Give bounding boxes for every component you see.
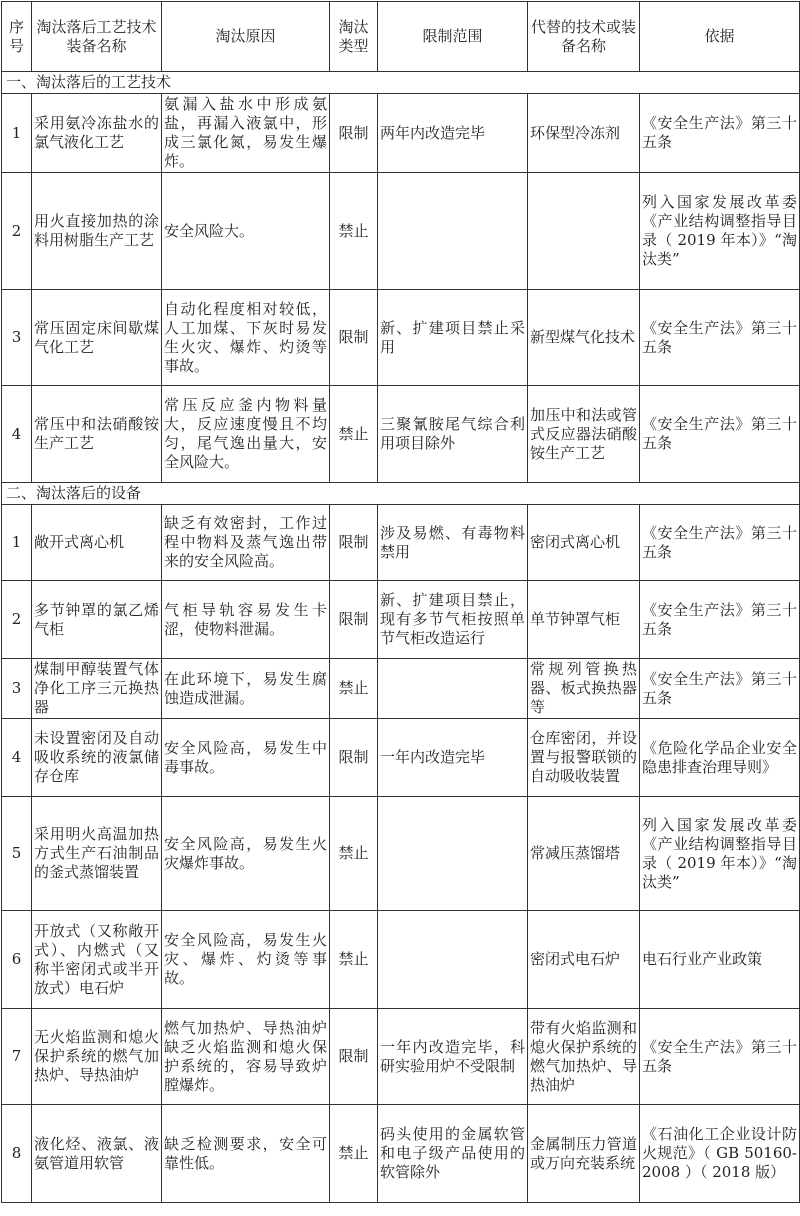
cell-scope: 两年内改造完毕	[378, 94, 528, 173]
cell-reason: 常压反应釜内物料量大，反应速度慢且不均匀，尾气逸出量大，安全风险大。	[162, 386, 330, 483]
cell-basis: 列入国家发展改革委《产业结构调整指导目录（ 2019 年本）》“淘汰类”	[640, 797, 800, 911]
cell-no: 8	[2, 1105, 32, 1203]
cell-reason: 安全风险高，易发生中毒事故。	[162, 719, 330, 797]
cell-type: 限制	[330, 1009, 378, 1105]
cell-scope: 码头使用的金属软管和电子级产品使用的软管除外	[378, 1105, 528, 1203]
cell-name: 开放式（又称敞开式）、内燃式（又称半密闭式或半开放式）电石炉	[32, 911, 162, 1009]
cell-alt: 常规列管换热器、板式换热器等	[528, 659, 640, 719]
cell-name: 常压中和法硝酸铵生产工艺	[32, 386, 162, 483]
cell-basis: 《危险化学品企业安全隐患排查治理导则》	[640, 719, 800, 797]
section-row	[2, 483, 800, 505]
cell-no: 6	[2, 911, 32, 1009]
cell-scope: 新、扩建项目禁止采用	[378, 290, 528, 386]
cell-basis: 列入国家发展改革委《产业结构调整指导目录（ 2019 年本）》“淘汰类”	[640, 173, 800, 290]
cell-basis: 《安全生产法》第三十五条	[640, 581, 800, 659]
cell-basis: 《安全生产法》第三十五条	[640, 386, 800, 483]
cell-reason: 气柜导轨容易发生卡涩，使物料泄漏。	[162, 581, 330, 659]
cell-name: 未设置密闭及自动吸收系统的液氯储存仓库	[32, 719, 162, 797]
cell-alt: 仓库密闭，并设置与报警联锁的自动吸收装置	[528, 719, 640, 797]
table-row	[2, 719, 800, 797]
cell-alt: 加压中和法或管式反应器法硝酸铵生产工艺	[528, 386, 640, 483]
cell-basis: 电石行业产业政策	[640, 911, 800, 1009]
cell-type: 禁止	[330, 797, 378, 911]
cell-reason: 燃气加热炉、导热油炉缺乏火焰监测和熄火保护系统的，容易导致炉膛爆炸。	[162, 1009, 330, 1105]
cell-type: 禁止	[330, 1105, 378, 1203]
cell-basis: 《石油化工企业设计防火规范》（ GB 50160-2008 ）（ 2018 版）	[640, 1105, 800, 1203]
header-basis: 依据	[640, 2, 800, 72]
cell-name: 无火焰监测和熄火保护系统的燃气加热炉、导热油炉	[32, 1009, 162, 1105]
cell-reason: 缺乏有效密封，工作过程中物料及蒸气逸出带来的安全风险高。	[162, 505, 330, 581]
elimination-table	[1, 1, 800, 1203]
cell-name: 液化烃、液氯、液氨管道用软管	[32, 1105, 162, 1203]
table-row	[2, 94, 800, 173]
cell-alt: 新型煤气化技术	[528, 290, 640, 386]
cell-name: 采用氨冷冻盐水的氯气液化工艺	[32, 94, 162, 173]
cell-alt: 环保型冷冻剂	[528, 94, 640, 173]
cell-scope: 涉及易燃、有毒物料禁用	[378, 505, 528, 581]
cell-type: 禁止	[330, 911, 378, 1009]
header-type: 淘汰类型	[330, 2, 378, 72]
table-row	[2, 1009, 800, 1105]
cell-type: 禁止	[330, 173, 378, 290]
cell-type: 限制	[330, 94, 378, 173]
header-alt: 代替的技术或装备名称	[528, 2, 640, 72]
cell-name: 用火直接加热的涂料用树脂生产工艺	[32, 173, 162, 290]
header-scope: 限制范围	[378, 2, 528, 72]
cell-type: 禁止	[330, 386, 378, 483]
cell-no: 3	[2, 290, 32, 386]
table-row	[2, 911, 800, 1009]
cell-no: 2	[2, 173, 32, 290]
header-row	[2, 2, 800, 72]
cell-scope	[378, 659, 528, 719]
cell-type: 限制	[330, 290, 378, 386]
table-row	[2, 386, 800, 483]
table-row	[2, 581, 800, 659]
cell-alt	[528, 173, 640, 290]
cell-alt: 密闭式电石炉	[528, 911, 640, 1009]
cell-alt: 单节钟罩气柜	[528, 581, 640, 659]
cell-name: 煤制甲醇装置气体净化工序三元换热器	[32, 659, 162, 719]
table-row	[2, 1105, 800, 1203]
cell-no: 4	[2, 386, 32, 483]
table-row	[2, 797, 800, 911]
cell-type: 限制	[330, 581, 378, 659]
section-row	[2, 72, 800, 94]
table-row	[2, 505, 800, 581]
cell-name: 敞开式离心机	[32, 505, 162, 581]
cell-reason: 安全风险高，易发生火灾爆炸事故。	[162, 797, 330, 911]
cell-alt: 密闭式离心机	[528, 505, 640, 581]
section-title: 一、淘汰落后的工艺技术	[2, 72, 800, 94]
cell-no: 4	[2, 719, 32, 797]
cell-no: 3	[2, 659, 32, 719]
cell-basis: 《安全生产法》第三十五条	[640, 659, 800, 719]
cell-scope: 一年内改造完毕，科研实验用炉不受限制	[378, 1009, 528, 1105]
cell-type: 限制	[330, 505, 378, 581]
header-reason: 淘汰原因	[162, 2, 330, 72]
cell-no: 2	[2, 581, 32, 659]
cell-type: 禁止	[330, 659, 378, 719]
cell-reason: 缺乏检测要求，安全可靠性低。	[162, 1105, 330, 1203]
table-row	[2, 659, 800, 719]
cell-basis: 《安全生产法》第三十五条	[640, 1009, 800, 1105]
cell-reason: 安全风险大。	[162, 173, 330, 290]
cell-basis: 《安全生产法》第三十五条	[640, 94, 800, 173]
cell-reason: 氨漏入盐水中形成氨盐，再漏入液氯中，形成三氯化氮，易发生爆炸。	[162, 94, 330, 173]
table-row	[2, 290, 800, 386]
cell-no: 5	[2, 797, 32, 911]
cell-name: 采用明火高温加热方式生产石油制品的釜式蒸馏装置	[32, 797, 162, 911]
cell-scope: 三聚氰胺尾气综合利用项目除外	[378, 386, 528, 483]
cell-no: 1	[2, 505, 32, 581]
header-seq: 序号	[2, 2, 32, 72]
cell-alt: 带有火焰监测和熄火保护系统的燃气加热炉、导热油炉	[528, 1009, 640, 1105]
header-name: 淘汰落后工艺技术装备名称	[32, 2, 162, 72]
section-title: 二、淘汰落后的设备	[2, 483, 800, 505]
table-row	[2, 173, 800, 290]
cell-name: 常压固定床间歇煤气化工艺	[32, 290, 162, 386]
cell-no: 1	[2, 94, 32, 173]
cell-scope	[378, 911, 528, 1009]
cell-basis: 《安全生产法》第三十五条	[640, 505, 800, 581]
cell-scope	[378, 797, 528, 911]
cell-scope: 一年内改造完毕	[378, 719, 528, 797]
cell-scope: 新、扩建项目禁止，现有多节气柜按照单节气柜改造运行	[378, 581, 528, 659]
cell-type: 限制	[330, 719, 378, 797]
cell-reason: 在此环境下，易发生腐蚀造成泄漏。	[162, 659, 330, 719]
cell-no: 7	[2, 1009, 32, 1105]
cell-alt: 常减压蒸馏塔	[528, 797, 640, 911]
cell-basis: 《安全生产法》第三十五条	[640, 290, 800, 386]
cell-name: 多节钟罩的氯乙烯气柜	[32, 581, 162, 659]
cell-scope	[378, 173, 528, 290]
cell-reason: 自动化程度相对较低，人工加煤、下灰时易发生火灾、爆炸、灼烫等事故。	[162, 290, 330, 386]
cell-reason: 安全风险高，易发生火灾、爆炸、灼烫等事故。	[162, 911, 330, 1009]
cell-alt: 金属制压力管道或万向充装系统	[528, 1105, 640, 1203]
